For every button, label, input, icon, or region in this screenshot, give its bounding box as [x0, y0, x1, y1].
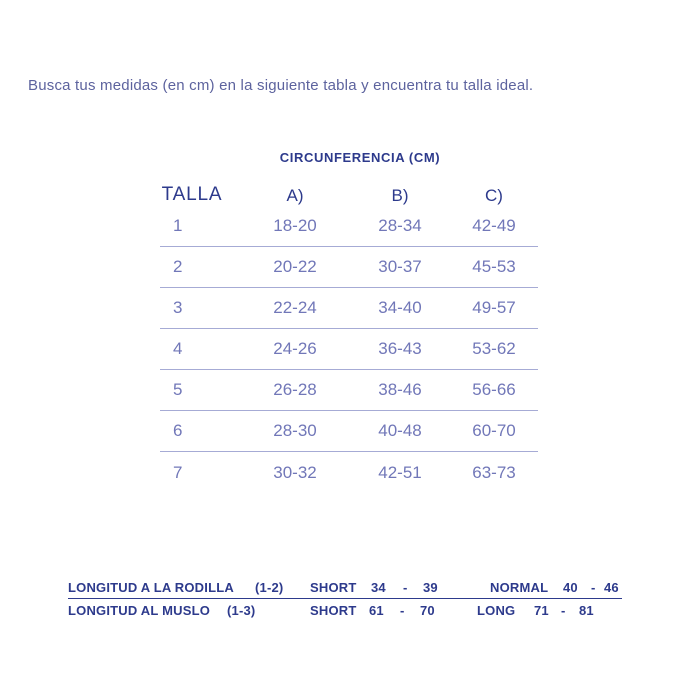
column-header-b: B) — [391, 186, 409, 205]
table-header-row — [160, 178, 538, 206]
cell-talla: 2 — [173, 257, 183, 276]
cell-talla: 1 — [173, 216, 183, 235]
thigh-opt1-max: 70 — [420, 603, 435, 618]
table-row — [160, 288, 538, 329]
thigh-opt2-min: 71 — [534, 603, 549, 618]
cell-talla: 7 — [173, 462, 183, 482]
table-row — [160, 329, 538, 370]
column-header-a: A) — [286, 186, 304, 205]
thigh-opt2-dash: - — [561, 603, 566, 618]
cell-b: 38-46 — [378, 380, 422, 399]
column-header-c: C) — [485, 186, 503, 205]
knee-opt1-dash: - — [403, 580, 408, 595]
knee-opt1-name: SHORT — [310, 580, 357, 595]
table-row — [160, 452, 538, 493]
cell-b: 40-48 — [378, 421, 422, 440]
table-row — [160, 411, 538, 452]
cell-talla: 5 — [173, 380, 183, 399]
thigh-opt1-dash: - — [400, 603, 405, 618]
cell-a: 18-20 — [273, 216, 317, 235]
column-header-talla: TALLA — [161, 184, 223, 205]
thigh-opt2-max: 81 — [579, 603, 594, 618]
knee-opt2-max: 46 — [604, 580, 619, 595]
thigh-length-label: LONGITUD AL MUSLO — [68, 603, 211, 618]
cell-talla: 3 — [173, 298, 183, 317]
cell-talla: 6 — [173, 421, 183, 440]
thigh-opt1-min: 61 — [369, 603, 384, 618]
cell-c: 53-62 — [472, 339, 516, 358]
knee-opt2-name: NORMAL — [490, 580, 549, 595]
cell-a: 24-26 — [273, 339, 317, 358]
length-divider — [68, 598, 622, 599]
size-table-body — [160, 206, 538, 493]
intro-text: Busca tus medidas (en cm) en la siguiente tabla y encuentra tu talla ideal. — [28, 77, 534, 94]
cell-c: 42-49 — [472, 216, 516, 235]
knee-length-label: LONGITUD A LA RODILLA — [68, 580, 234, 595]
cell-a: 22-24 — [273, 298, 317, 317]
knee-opt2-min: 40 — [563, 580, 578, 595]
cell-c: 56-66 — [472, 380, 516, 399]
cell-a: 30-32 — [273, 462, 317, 482]
cell-c: 63-73 — [472, 462, 516, 482]
knee-length-ref: (1-2) — [255, 580, 284, 595]
thigh-opt1-name: SHORT — [310, 603, 357, 618]
cell-c: 45-53 — [472, 257, 516, 276]
cell-c: 60-70 — [472, 421, 516, 440]
cell-b: 36-43 — [378, 339, 422, 358]
knee-opt2-dash: - — [591, 580, 596, 595]
circumference-header: CIRCUNFERENCIA (CM) — [279, 150, 441, 165]
table-row — [160, 370, 538, 411]
thigh-opt2-name: LONG — [477, 603, 516, 618]
cell-b: 42-51 — [378, 462, 422, 482]
cell-a: 20-22 — [273, 257, 317, 276]
cell-c: 49-57 — [472, 298, 516, 317]
knee-opt1-min: 34 — [371, 580, 386, 595]
cell-b: 34-40 — [378, 298, 422, 317]
thigh-length-ref: (1-3) — [227, 603, 256, 618]
table-row — [160, 206, 538, 247]
cell-a: 28-30 — [273, 421, 317, 440]
cell-a: 26-28 — [273, 380, 317, 399]
cell-b: 28-34 — [378, 216, 422, 235]
cell-talla: 4 — [173, 339, 183, 358]
table-row — [160, 247, 538, 288]
knee-opt1-max: 39 — [423, 580, 438, 595]
cell-b: 30-37 — [378, 257, 422, 276]
